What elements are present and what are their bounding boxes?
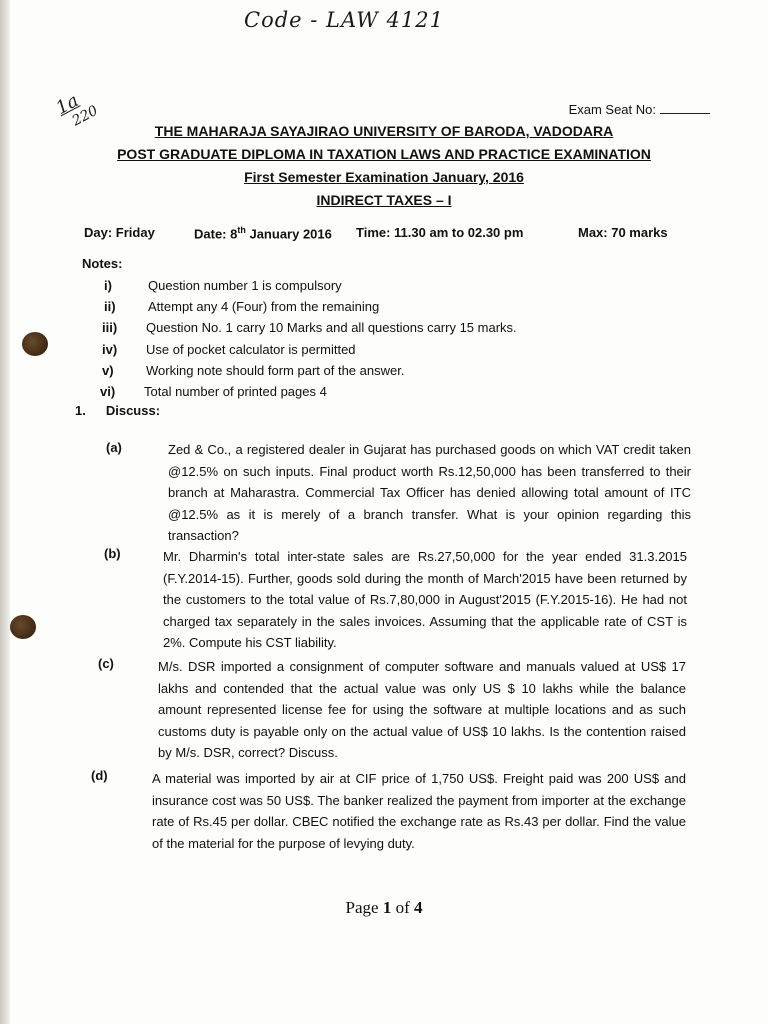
- part-a-text: Zed & Co., a registered dealer in Gujarat has purchased goods on which VAT credit taken @12.5% on such inputs. Final product worth Rs.12,50,000 has been transferred to their branch at Maharastra. Commercial Tax Officer has denied allowing total amount of ITC @12.5% as it is merely of a branch transfer. What is your opinion regarding this transaction?: [168, 442, 691, 543]
- program-title: POST GRADUATE DIPLOMA IN TAXATION LAWS AND PRACTICE EXAMINATION: [117, 146, 651, 162]
- university-title: THE MAHARAJA SAYAJIRAO UNIVERSITY OF BARODA, VADODARA: [154, 123, 614, 139]
- exam-seat-label: Exam Seat No:: [568, 102, 656, 117]
- exam-page: Code - LAW 4121 1a 220 Exam Seat No: THE MAHARAJA SAYAJIRAO UNIVERSITY OF BARODA, VADODARA POST GRADUATE DIPLOMA IN TAXATION LAWS AND PRACTICE EXAMINATION First Semester Examination January, 2016 INDIRECT TAXES – I Day: Friday Date: 8th January 2016 Time: 11.30 am to 02.30 pm Max: 70 marks Notes: i) Question number 1 is compulsory ii) Attempt any 4 (Four) from the remaining iii) Question No. 1 carry 10 Marks and all questions carry 15 marks. iv) Use of pocket calculator is permitted v) Working note should form part of the answer. vi) Total number of printed pages 4 1. Discuss: (a) Zed & Co., a registered dealer in Gujarat has purchased goods on which VAT credit taken @12.5% on such inputs. Final product worth Rs.12,50,000 has been transferred to their branch at Maharastra. Commercial Tax Officer has denied allowing total amount of ITC @12.5% as it is merely of a branch transfer. What is your opinion regarding this transaction? (b) Mr. Dharmin's total inter-state sales are Rs.27,50,000 for the year ended 31.3.2015 (F.Y.2014-15). Further, goods sold during the month of March'2015 have been returned by the customers to the total value of Rs.7,80,000 in August'2015 (F.Y.2015-16). He had not charged tax separately in the sales invoices. Assuming that the applicable rate of CST is 2%. Compute his CST liability. (c) M/s. DSR imported a consignment of computer software and manuals valued at US$ 17 lakhs and contended that the actual value was only US $ 10 lakhs while the balance amount represented license fee for using the software at multiple locations and as such customs duty is payable only on the actual value of US$ 10 lakhs. Is the contention raised by M/s. DSR, correct? Discuss. (d) A material was imported by air at CIF price of 1,750 US$. Freight paid was 200 US$ and insurance cost was 50 US$. The banker realized the payment from importer at the exchange rate of Rs.45 per dollar. CBEC notified the exchange rate as Rs.43 per dollar. Find the value of the material for the purpose of levying duty. Page 1 of 4: [0, 0, 768, 1024]
- exam-date: Date: 8th January 2016: [194, 225, 332, 242]
- exam-max-marks: Max: 70 marks: [578, 225, 668, 240]
- exam-seat-blank: [660, 113, 710, 114]
- part-d-text: A material was imported by air at CIF price of 1,750 US$. Freight paid was 200 US$ and insurance cost was 50 US$. The banker realized the payment from importer at the exchange rate of Rs.45 per dollar. CBEC notified the exchange rate as Rs.43 per dollar. Find the value of the material for the purpose of levying duty.: [152, 771, 686, 851]
- part-b-text: Mr. Dharmin's total inter-state sales are Rs.27,50,000 for the year ended 31.3.2015 (F.Y.2014-15). Further, goods sold during the month of March'2015 have been returned by the customers to the total value of Rs.7,80,000 in August'2015 (F.Y.2015-16). He had not charged tax separately in the sales invoices. Assuming that the applicable rate of CST is 2%. Compute his CST liability.: [163, 549, 687, 650]
- handwritten-mark-bottom: 220: [69, 102, 101, 130]
- part-d-label: (d): [91, 768, 108, 783]
- handwritten-code-note: Code - LAW 4121: [244, 8, 444, 32]
- exam-day: Day: Friday: [84, 225, 155, 240]
- punch-hole: [22, 332, 48, 356]
- notes-title: Notes:: [82, 256, 123, 271]
- exam-seat-field: [569, 102, 710, 117]
- semester-title: First Semester Examination January, 2016: [244, 169, 524, 185]
- page-number: Page 1 of 4: [345, 898, 423, 917]
- exam-time: Time: 11.30 am to 02.30 pm: [356, 225, 524, 240]
- handwritten-mark-top: 1a: [52, 90, 83, 120]
- subject-title: INDIRECT TAXES – I: [316, 192, 452, 208]
- part-a-label: (a): [106, 440, 122, 455]
- part-c-text: M/s. DSR imported a consignment of computer software and manuals valued at US$ 17 lakhs and contended that the actual value was only US $ 10 lakhs while the balance amount represented license fee for using the software at multiple locations and as such customs duty is payable only on the actual value of US$ 10 lakhs. Is the contention raised by M/s. DSR, correct? Discuss.: [158, 659, 686, 760]
- question-1-heading: 1. Discuss:: [75, 403, 161, 418]
- part-c-label: (c): [98, 656, 114, 671]
- punch-hole: [10, 615, 36, 639]
- part-b-label: (b): [104, 546, 121, 561]
